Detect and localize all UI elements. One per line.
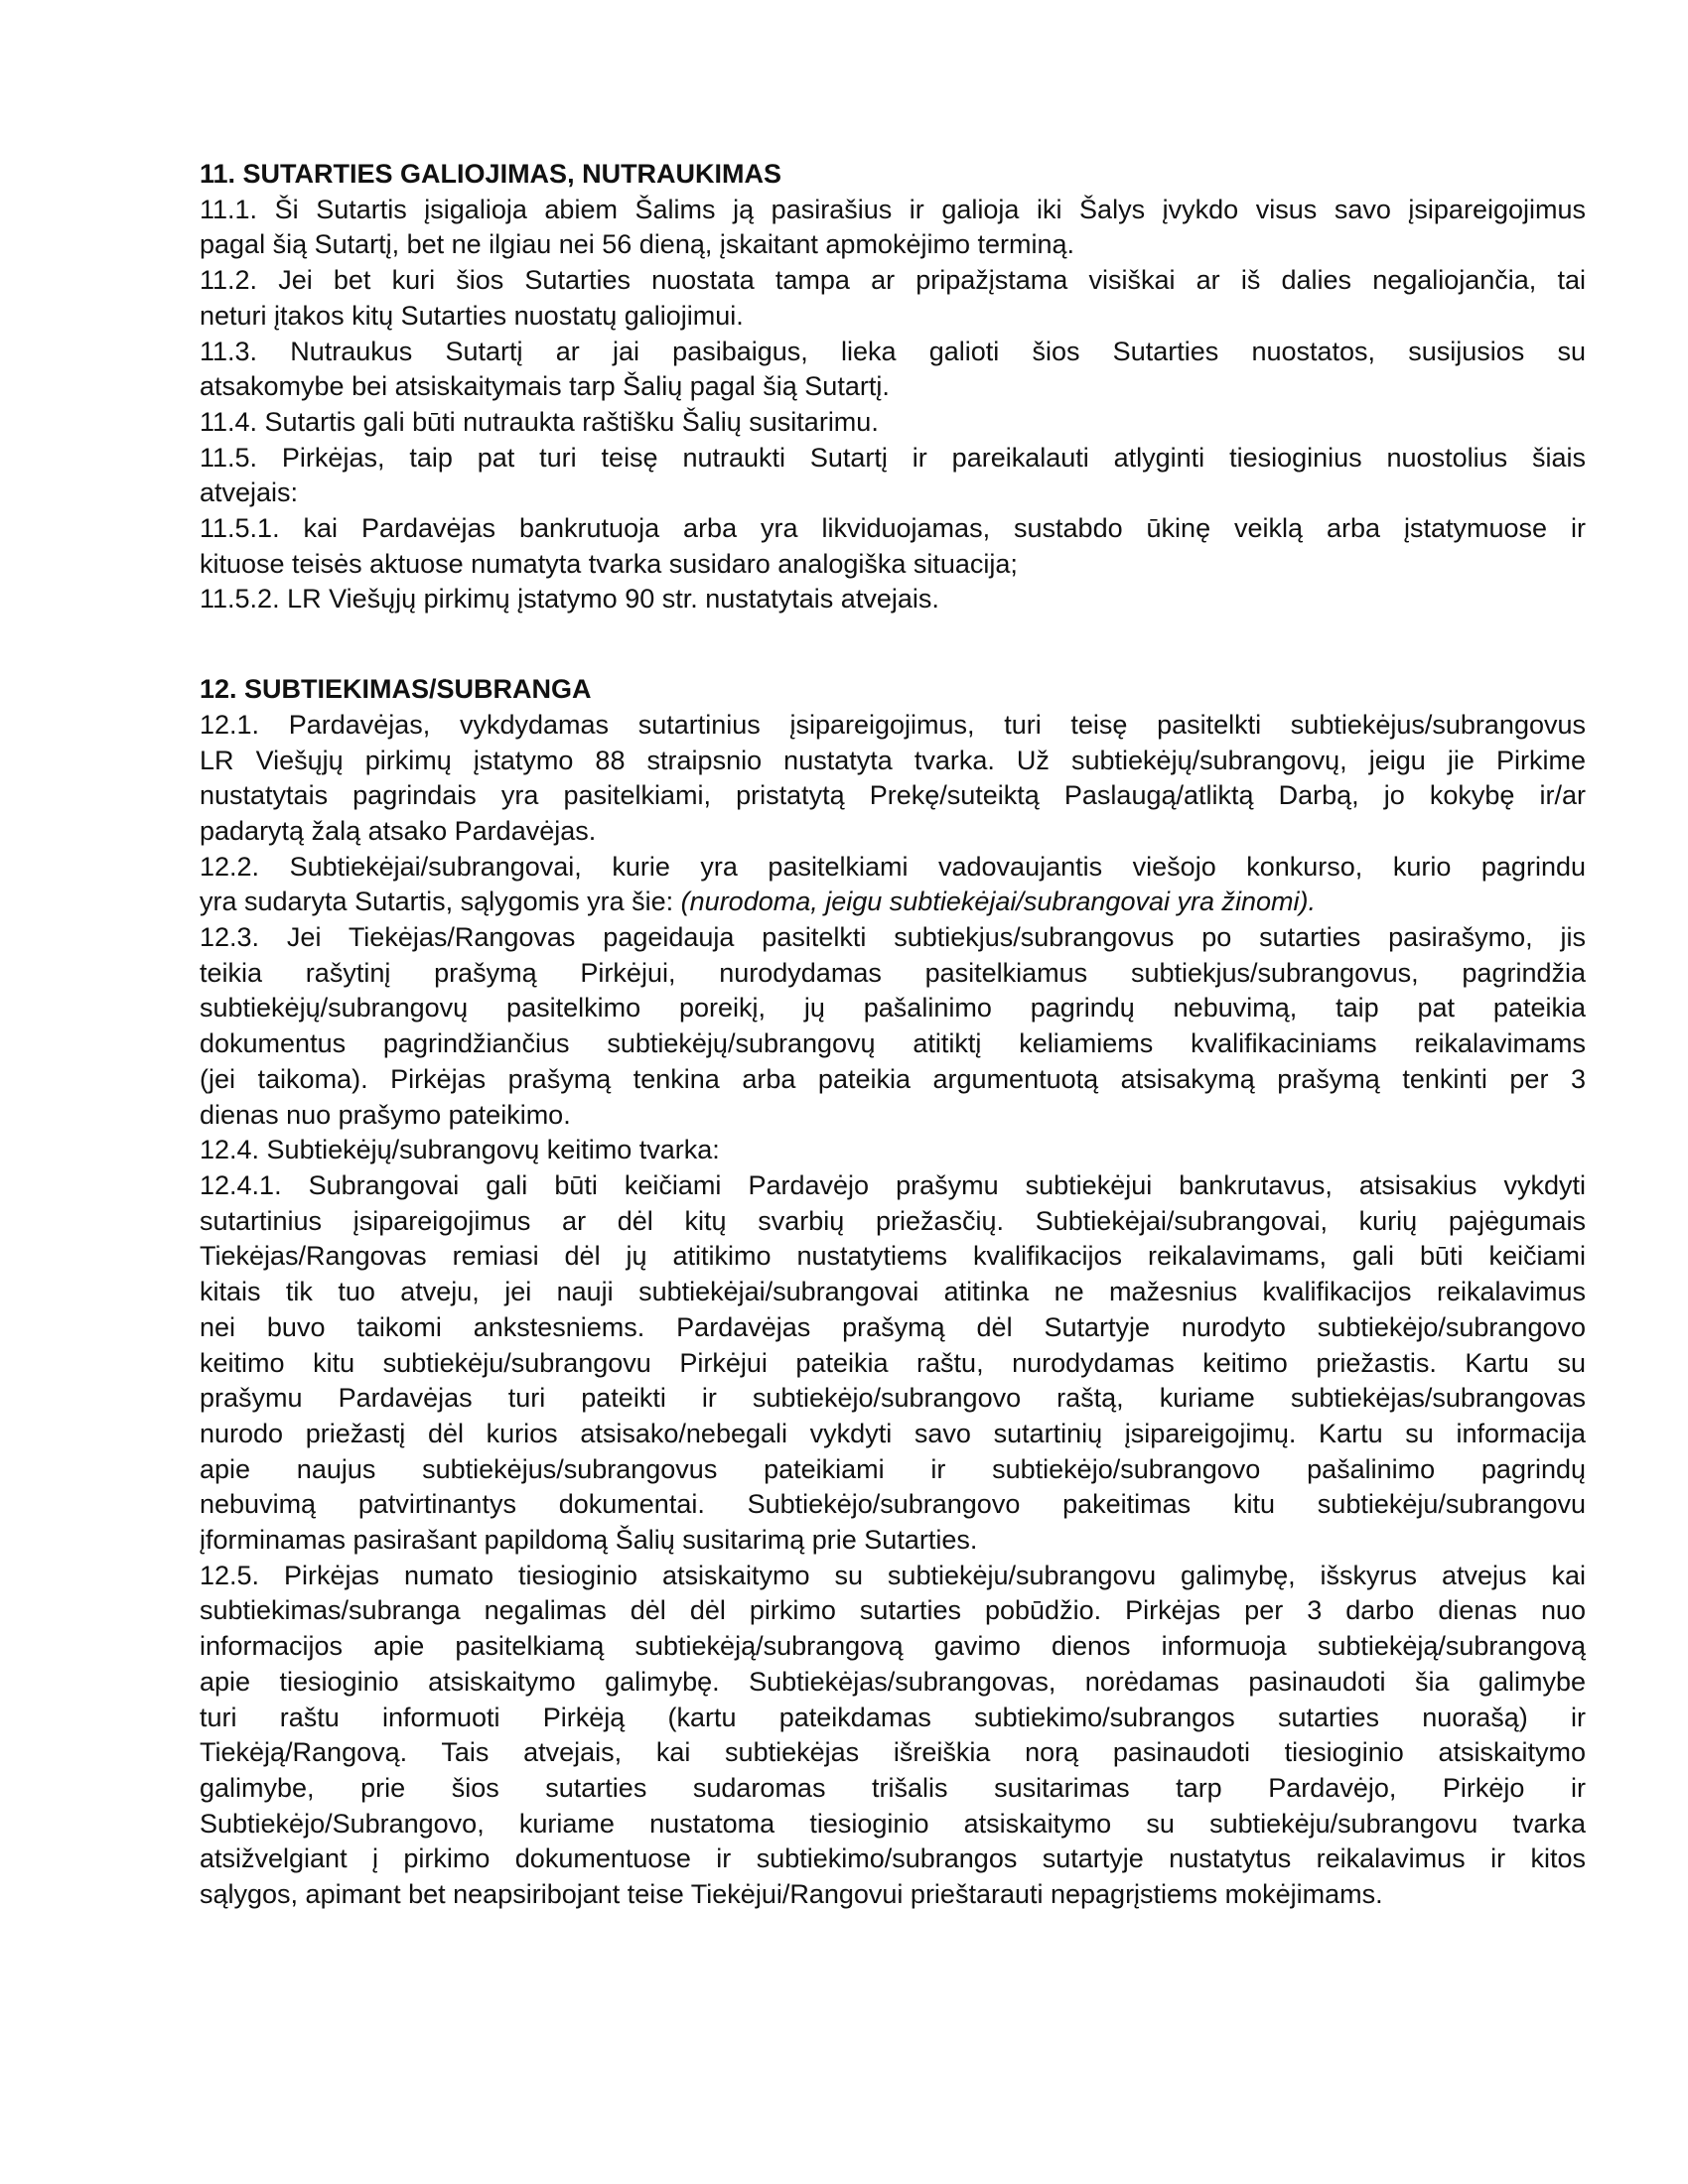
clause-11-5: [200, 441, 1586, 511]
text-line: subtiekėjų/subrangovų pasitelkimo poreikį, jų pašalinimo pagrindų nebuvimą, taip pat pateikia: [200, 993, 1586, 1024]
text-line: 12.1. Pardavėjas, vykdydamas sutartinius įsipareigojimus, turi teisę pasitelkti subtiekėjus/subrangovus: [200, 709, 1586, 740]
text-line: kituose teisės aktuose numatyta tvarka susidaro analogiška situacija;: [200, 548, 1018, 579]
text-run: yra sudaryta Sutartis, sąlygomis yra šie:: [200, 887, 681, 917]
text-line: prašymu Pardavėjas turi pateikti ir subtiekėjo/subrangovo raštą, kuriame subtiekėjas/subrangovas: [200, 1383, 1586, 1414]
text-line: 11.5.2. LR Viešųjų pirkimų įstatymo 90 str. nustatytais atvejais.: [200, 584, 939, 614]
clause-11-5-1: [200, 511, 1586, 582]
italic-note: (nurodoma, jeigu subtiekėjai/subrangovai yra žinomi).: [680, 887, 1316, 917]
text-line: galimybe, prie šios sutarties sudaromas trišalis susitarimas tarp Pardavėjo, Pirkėjo ir: [200, 1772, 1586, 1803]
text-line: 11.5.1. kai Pardavėjas bankrutuoja arba yra likviduojamas, sustabdo ūkinę veiklą arba įstatymuose ir: [200, 513, 1586, 544]
text-line: nustatytais pagrindais yra pasitelkiami, pristatytą Prekę/suteiktą Paslaugą/atliktą Darbą, jo kokybę ir/ar: [200, 780, 1586, 811]
text-line: keitimo kitu subtiekėju/subrangovu Pirkėjui pateikia raštu, nurodydamas keitimo priežastis. Kartu su: [200, 1347, 1586, 1378]
clause-11-3: [200, 335, 1586, 405]
text-line: 11.4. Sutartis gali būti nutraukta raštišku Šalių susitarimu.: [200, 406, 879, 437]
text-line: 11.1. Ši Sutartis įsigalioja abiem Šalims ją pasirašius ir galioja iki Šalys įvykdo visus savo įsipareigojimus: [200, 194, 1586, 224]
text-line: subtiekimas/subranga negalimas dėl dėl pirkimo sutarties pobūdžio. Pirkėjas per 3 darbo dienas nuo: [200, 1595, 1586, 1626]
text-line: 11.2. Jei bet kuri šios Sutarties nuostata tampa ar pripažįstama visiškai ar iš dalies negaliojančia, tai: [200, 265, 1586, 296]
text-line: [200, 885, 1586, 920]
document-page: [200, 157, 1586, 1913]
section-heading: 11. SUTARTIES GALIOJIMAS, NUTRAUKIMAS: [200, 159, 782, 189]
text-line: atvejais:: [200, 478, 299, 508]
text-line: turi raštu informuoti Pirkėją (kartu pateikdamas subtiekimo/subrangos sutarties nuorašą) ir: [200, 1702, 1586, 1732]
text-line: nei buvo taikomi ankstesniems. Pardavėjas prašymą dėl Sutartyje nurodyto subtiekėjo/subrangovo: [200, 1311, 1586, 1342]
clause-11-1: [200, 193, 1586, 263]
text-line: sąlygos, apimant bet neapsiribojant teise Tiekėjui/Rangovui prieštarauti nepagrįstiems mokėjimams.: [200, 1879, 1383, 1910]
clause-12-4-1: [200, 1168, 1586, 1559]
text-line: dokumentus pagrindžiančius subtiekėjų/subrangovų atitiktį keliamiems kvalifikaciniams reikalavimams: [200, 1028, 1586, 1059]
clause-11-2: [200, 263, 1586, 334]
text-line: LR Viešųjų pirkimų įstatymo 88 straipsnio nustatyta tvarka. Už subtiekėjų/subrangovų, jeigu jie Pirkime: [200, 745, 1586, 775]
clause-11-5-2: [200, 582, 1586, 617]
text-line: 12.3. Jei Tiekėjas/Rangovas pageidauja pasitelkti subtiekjus/subrangovus po sutarties pasirašymo, jis: [200, 922, 1586, 953]
text-line: informacijos apie pasitelkiamą subtiekėją/subrangovą gavimo dienos informuoja subtiekėją/subrangovą: [200, 1631, 1586, 1662]
text-line: atsakomybe bei atsiskaitymais tarp Šalių pagal šią Sutartį.: [200, 371, 890, 402]
text-line: teikia rašytinį prašymą Pirkėjui, nurodydamas pasitelkiamus subtiekjus/subrangovus, pagrindžia: [200, 957, 1586, 988]
text-line: dienas nuo prašymo pateikimo.: [200, 1099, 571, 1130]
text-line: apie tiesioginio atsiskaitymo galimybę. Subtiekėjas/subrangovas, norėdamas pasinaudoti šia galimybe: [200, 1666, 1586, 1697]
text-line: 11.5. Pirkėjas, taip pat turi teisę nutraukti Sutartį ir pareikalauti atlyginti tiesioginius nuostolius šiais: [200, 442, 1586, 473]
text-line: įforminamas pasirašant papildomą Šalių susitarimą prie Sutarties.: [200, 1525, 978, 1556]
text-line: Tiekėjas/Rangovas remiasi dėl jų atitikimo nustatytiems kvalifikacijos reikalavimams, gali būti keičiami: [200, 1241, 1586, 1272]
text-line: pagal šią Sutartį, bet ne ilgiau nei 56 dieną, įskaitant apmokėjimo terminą.: [200, 229, 1075, 260]
text-line: apie naujus subtiekėjus/subrangovus pateikiami ir subtiekėjo/subrangovo pašalinimo pagrindų: [200, 1453, 1586, 1484]
text-line: neturi įtakos kitų Sutarties nuostatų galiojimui.: [200, 300, 744, 331]
clause-12-4: [200, 1133, 1586, 1168]
text-line: 12.4.1. Subrangovai gali būti keičiami Pardavėjo prašymu subtiekėjui bankrutavus, atsisakius vykdyti: [200, 1169, 1586, 1200]
clause-12-3: [200, 920, 1586, 1133]
text-line: padarytą žalą atsako Pardavėjas.: [200, 815, 597, 846]
text-line: (jei taikoma). Pirkėjas prašymą tenkina arba pateikia argumentuotą atsisakymą prašymą tenkinti per 3: [200, 1063, 1586, 1094]
section-spacer: [200, 617, 1586, 672]
text-line: nebuvimą patvirtinantys dokumentai. Subtiekėjo/subrangovo pakeitimas kitu subtiekėju/subrangovu: [200, 1489, 1586, 1520]
text-line: sutartinius įsipareigojimus ar dėl kitų svarbių priežasčių. Subtiekėjai/subrangovai, kurių pajėgumais: [200, 1205, 1586, 1236]
text-line: Tiekėją/Rangovą. Tais atvejais, kai subtiekėjas išreiškia norą pasinaudoti tiesioginio atsiskaitymo: [200, 1737, 1586, 1768]
text-line: atsižvelgiant į pirkimo dokumentuose ir subtiekimo/subrangos sutartyje nustatytus reikalavimus ir kitos: [200, 1843, 1586, 1874]
text-line: Subtiekėjo/Subrangovo, kuriame nustatoma tiesioginio atsiskaitymo su subtiekėju/subrangovu tvarka: [200, 1808, 1586, 1839]
text-line: 12.2. Subtiekėjai/subrangovai, kurie yra pasitelkiami vadovaujantis viešojo konkurso, kurio pagrindu: [200, 851, 1586, 882]
text-line: kitais tik tuo atveju, jei nauji subtiekėjai/subrangovai atitinka ne mažesnius kvalifikacijos reikalavimus: [200, 1277, 1586, 1307]
text-line: 12.5. Pirkėjas numato tiesioginio atsiskaitymo su subtiekėju/subrangovu galimybę, išskyrus atvejus kai: [200, 1560, 1586, 1590]
clause-11-4: [200, 405, 1586, 441]
text-line: nurodo priežastį dėl kurios atsisako/nebegali vykdyti savo sutartinių įsipareigojimų. Kartu su informacija: [200, 1418, 1586, 1448]
text-line: 12.4. Subtiekėjų/subrangovų keitimo tvarka:: [200, 1135, 720, 1165]
clause-12-2: [200, 850, 1586, 920]
clause-12-5: [200, 1559, 1586, 1913]
clause-12-1: [200, 708, 1586, 850]
section-heading: 12. SUBTIEKIMAS/SUBRANGA: [200, 674, 592, 705]
text-line: 11.3. Nutraukus Sutartį ar jai pasibaigus, lieka galioti šios Sutarties nuostatos, susijusios su: [200, 336, 1586, 366]
